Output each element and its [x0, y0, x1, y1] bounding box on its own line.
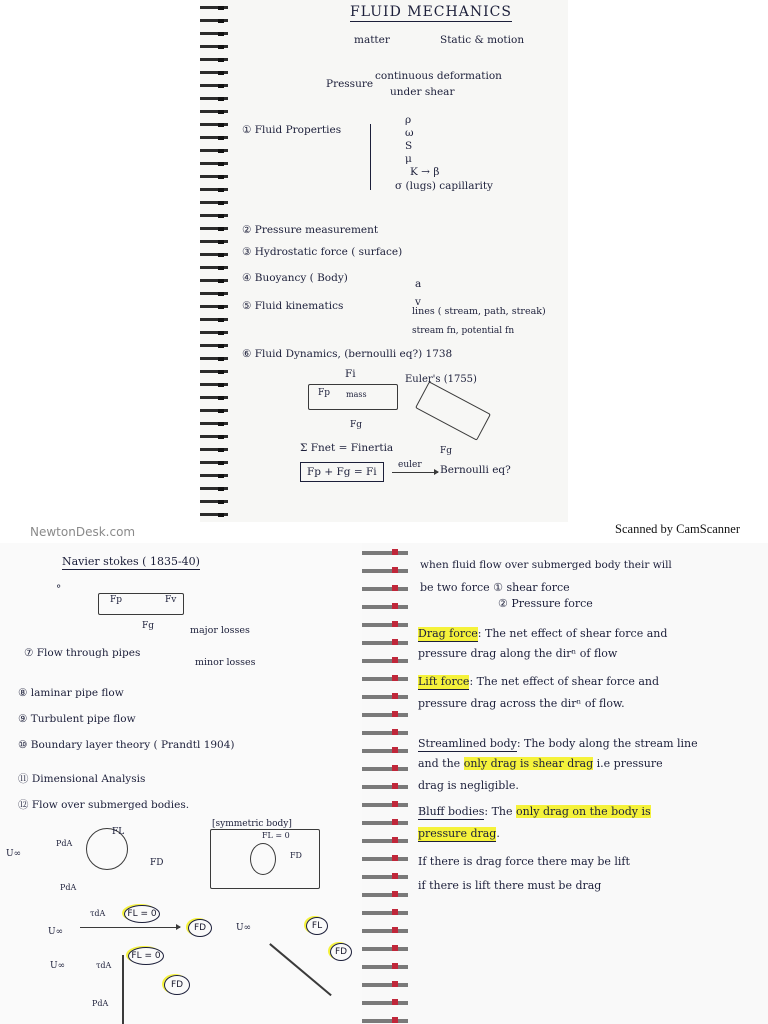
vertical-fl0-bubble: FL = 0 — [128, 947, 164, 965]
vertical-uinf: U∞ — [50, 961, 66, 971]
mass-label: mass — [346, 390, 367, 399]
fnet-equation: Σ Fnet = Finertia — [300, 442, 394, 454]
sub-right-1: continuous deformation — [375, 70, 502, 82]
lift-force-def-1: : The net effect of shear force and — [469, 675, 660, 688]
navier-stokes-heading: Navier stokes ( 1835-40) — [62, 555, 200, 568]
intro-line-2: be two force ① shear force — [420, 581, 570, 594]
notebook-page-top — [200, 0, 568, 522]
properties-label: ① Fluid Properties — [242, 124, 342, 136]
inclined-element-sketch — [415, 381, 491, 440]
symmetric-fl0: FL = 0 — [262, 831, 290, 840]
property-omega: ω — [405, 127, 414, 139]
navier-fp: Fp — [110, 595, 123, 605]
item-dynamics: ⑥ Fluid Dynamics, (bernoulli eq?) 1738 — [242, 348, 453, 360]
branch-right: Static & motion — [440, 34, 525, 46]
kinematics-lines: lines ( stream, path, streak) — [412, 306, 546, 317]
fg-label: Fg — [350, 420, 363, 430]
streamlined-def-2b: i.e pressure — [596, 757, 663, 770]
stray-dot: ° — [56, 583, 62, 595]
vertical-fd-bubble: FD — [164, 975, 190, 995]
bluff-def-1-highlight: only drag on the body is — [516, 805, 651, 818]
navier-fv: Fv — [165, 595, 177, 605]
inclined-plate — [270, 943, 332, 996]
item-buoyancy: ④ Buoyancy ( Body) — [242, 272, 348, 284]
kinematics-v: v — [415, 296, 421, 308]
streamlined-def-1: : The body along the stream line — [516, 737, 698, 750]
drag-lift-rule-2: if there is lift there must be drag — [418, 879, 602, 892]
bluff-def-1a: : The — [484, 805, 513, 818]
property-sigma: σ (lugs) capillarity — [395, 180, 493, 192]
drag-force-term: Drag force — [418, 627, 478, 640]
watermark-camscanner: Scanned by CamScanner — [615, 522, 740, 536]
spiral-binding-bottom — [362, 543, 408, 1024]
cylinder-fl: FL — [112, 827, 125, 837]
sub-left: Pressure — [326, 78, 374, 90]
euler-word: euler — [398, 460, 422, 470]
lift-force-term: Lift force — [418, 675, 470, 688]
property-rho: ρ — [405, 114, 412, 126]
symmetric-fd: FD — [290, 851, 302, 860]
item-kinematics: ⑤ Fluid kinematics — [242, 300, 344, 312]
plate-tda: τdA — [90, 909, 106, 918]
list-submerged: ⑫ Flow over submerged bodies. — [18, 799, 190, 811]
vertical-pda: PdA — [92, 999, 109, 1008]
item-pressure: ② Pressure measurement — [242, 224, 379, 236]
symmetric-body-label: [symmetric body] — [212, 819, 292, 829]
inclined-fl-bubble: FL — [306, 917, 328, 935]
drag-force-def-1: : The net effect of shear force and — [477, 627, 668, 640]
intro-line-3: ② Pressure force — [498, 597, 593, 610]
list-boundary: ⑩ Boundary layer theory ( Prandtl 1904) — [18, 739, 235, 751]
drag-force-def-2: pressure drag along the dirⁿ of flow — [418, 647, 618, 660]
bluff-def-2b: . — [496, 827, 500, 840]
branch-left: matter — [354, 34, 390, 46]
cylinder-fd: FD — [150, 858, 164, 868]
inclined-fd-bubble: FD — [330, 943, 352, 961]
intro-line-1: when fluid flow over submerged body their will — [420, 559, 672, 571]
plate-uinf: U∞ — [48, 927, 64, 937]
kinematics-stream-fn: stream fn, potential fn — [412, 326, 515, 336]
properties-bracket — [370, 124, 371, 190]
lift-force-def-2: pressure drag across the dirⁿ of flow. — [418, 697, 625, 710]
eulers-fg-label: Fg — [440, 446, 453, 456]
bluff-def-2-highlight: pressure drag — [418, 827, 497, 840]
streamlined-def-2-highlight: only drag is shear drag — [463, 757, 594, 770]
watermark-newtondesk: NewtonDesk.com — [30, 525, 136, 539]
list-turbulent: ⑨ Turbulent pipe flow — [18, 713, 136, 725]
property-s: S — [405, 140, 413, 152]
vertical-plate — [122, 955, 124, 1024]
streamlined-def-2a: and the — [418, 757, 461, 770]
plate-fl0-bubble: FL = 0 — [124, 905, 160, 923]
streamlined-def-3: drag is negligible. — [418, 779, 519, 792]
property-mu: μ — [405, 153, 412, 165]
cylinder-pda-2: PdA — [60, 883, 77, 892]
property-k-beta: K → β — [410, 166, 440, 178]
symmetric-body-shape — [250, 843, 276, 875]
navier-fg: Fg — [142, 621, 155, 631]
bluff-bodies-term: Bluff bodies — [418, 805, 485, 818]
vertical-tda: τdA — [96, 961, 112, 970]
notebook-page-bottom-right — [362, 543, 768, 1024]
notebook-page-bottom-left — [0, 543, 362, 1024]
sub-right-2: under shear — [390, 86, 455, 98]
bernoulli-label: Bernoulli eq? — [440, 464, 511, 476]
fp-label: Fp — [318, 388, 331, 398]
inclined-uinf: U∞ — [236, 923, 252, 933]
flat-plate — [80, 927, 180, 928]
list-laminar: ⑧ laminar pipe flow — [18, 687, 124, 699]
major-losses: major losses — [190, 625, 250, 636]
streamlined-body-term: Streamlined body — [418, 737, 517, 750]
item-hydrostatic: ③ Hydrostatic force ( surface) — [242, 246, 403, 258]
fi-label: Fi — [345, 368, 356, 380]
page-title: FLUID MECHANICS — [350, 4, 512, 20]
list-flow-pipes: ⑦ Flow through pipes — [24, 647, 141, 659]
cylinder-pda: PdA — [56, 839, 73, 848]
euler-arrow — [392, 472, 438, 473]
minor-losses: minor losses — [195, 657, 256, 668]
kinematics-a: a — [415, 278, 422, 290]
cylinder-uinf: U∞ — [6, 849, 22, 859]
drag-lift-rule-1: If there is drag force there may be lift — [418, 855, 630, 868]
plate-fd-bubble: FD — [188, 919, 212, 937]
eulers-label: Euler's (1755) — [405, 374, 477, 385]
list-dimensional: ⑪ Dimensional Analysis — [18, 773, 146, 785]
spiral-binding-top — [200, 0, 228, 522]
force-balance-box: Fp + Fg = Fi — [300, 462, 384, 482]
